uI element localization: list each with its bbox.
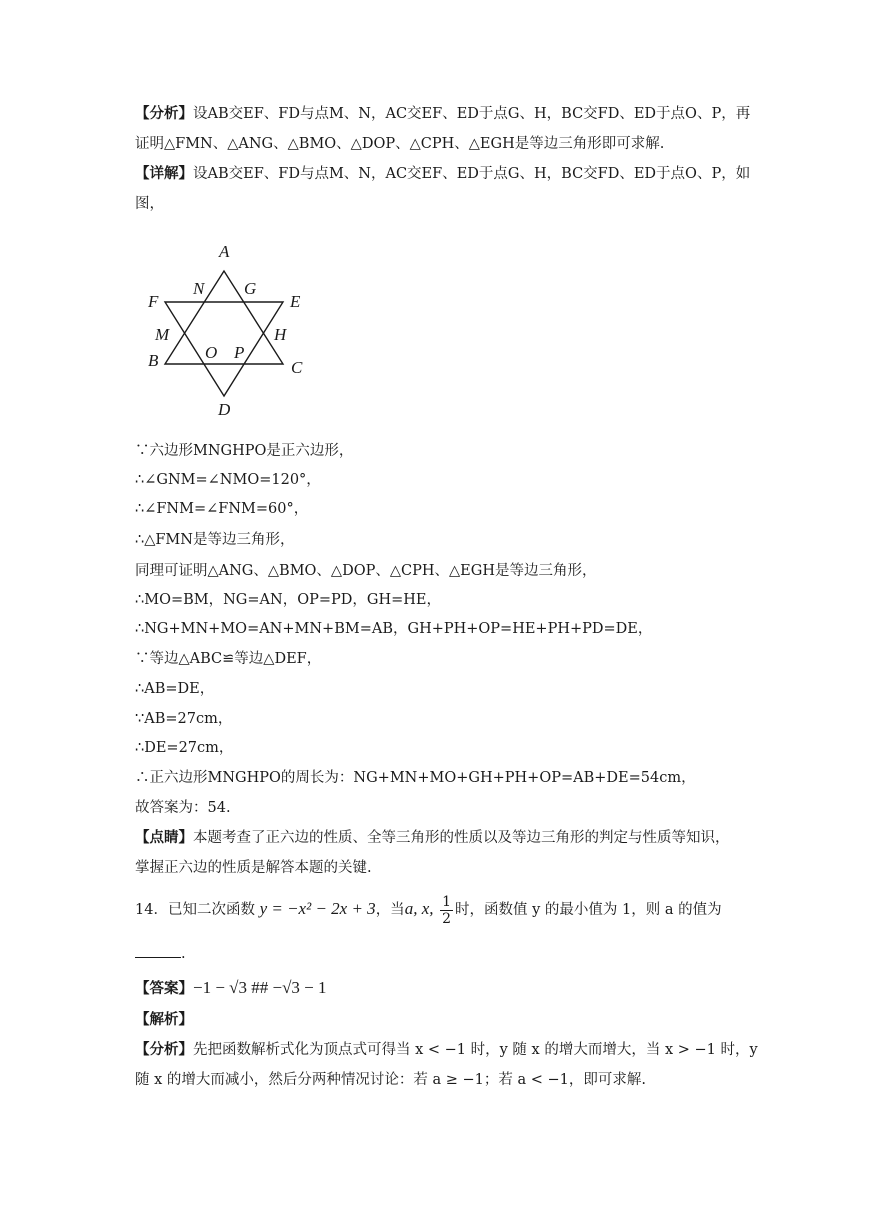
proof-line: ∵AB=27cm， — [135, 711, 233, 727]
label-G: G — [244, 279, 257, 298]
label-O: O — [205, 343, 218, 362]
detail-tag: 【详解】 — [135, 165, 193, 182]
comment-line-1 — [135, 828, 735, 848]
q14-function: y = −x² − 2x + 3 — [259, 899, 376, 918]
detail-line-1 — [135, 164, 751, 184]
analysis2-line-1 — [135, 1040, 758, 1060]
proof-line: ∴∠FNM=∠FNM=60°， — [135, 501, 309, 517]
comment-line-2: 掌握正六边的性质是解答本题的关键. — [135, 860, 372, 876]
proof-line: ∴DE=27cm， — [135, 740, 234, 756]
proof-line: 同理可证明△ANG、△BMO、△DOP、△CPH、△EGH是等边三角形， — [135, 563, 597, 579]
frac-numerator: 1 — [442, 893, 452, 910]
q14-when: ，当 — [375, 902, 405, 918]
label-F: F — [148, 292, 159, 311]
label-H: H — [274, 325, 287, 344]
proof-line: ∴正六边形MNGHPO的周长为：NG+MN+MO+GH+PH+OP=AB+DE=54cm， — [135, 770, 696, 786]
answer-line — [135, 978, 327, 999]
triangle-abc — [165, 271, 283, 364]
hexagram-figure — [140, 238, 320, 423]
proof-line: ∴MO=BM，NG=AN，OP=PD，GH=HE， — [135, 592, 441, 608]
proof-line: ∴△FMN是等边三角形， — [135, 532, 295, 548]
solution-tag: 【解析】 — [135, 1011, 193, 1028]
comment-tag: 【点睛】 — [135, 829, 193, 846]
question-14 — [135, 892, 722, 927]
analysis2-tag: 【分析】 — [135, 1041, 193, 1058]
analysis2-text-1: 先把函数解析式化为顶点式可得当 x < −1 时，y 随 x 的增大而增大，当 x > −1 时，y — [193, 1042, 758, 1058]
q14-end: . — [181, 946, 186, 962]
label-M: M — [155, 325, 170, 344]
proof-line: ∵六边形MNGHPO是正六边形， — [135, 443, 354, 459]
analysis-line-2: 证明△FMN、△ANG、△BMO、△DOP、△CPH、△EGH是等边三角形即可求解. — [135, 136, 665, 152]
proof-line: 故答案为：54. — [135, 800, 231, 816]
proof-line: ∴∠GNM=∠NMO=120°， — [135, 472, 321, 488]
label-B: B — [148, 351, 159, 370]
proof-line: ∴NG+MN+MO=AN+MN+BM=AB，GH+PH+OP=HE+PH+PD=DE， — [135, 621, 653, 637]
triangle-def — [165, 302, 283, 396]
detail-line-2: 图， — [135, 196, 164, 212]
detail-text-1: 设AB交EF、FD与点M、N，AC交EF、ED于点G、H，BC交FD、ED于点O、P，如 — [193, 166, 751, 182]
comment-text-1: 本题考查了正六边的性质、全等三角形的性质以及等边三角形的判定与性质等知识， — [193, 830, 730, 846]
answer-blank — [135, 957, 181, 958]
proof-line: ∵等边△ABC≌等边△DEF， — [135, 651, 322, 667]
analysis-text-1: 设AB交EF、FD与点M、N，AC交EF、ED于点G、H，BC交FD、ED于点O、P，再 — [193, 106, 751, 122]
q14-after: 时，函数值 y 的最小值为 1，则 a 的值为 — [455, 902, 722, 918]
label-E: E — [290, 292, 301, 311]
label-N: N — [193, 279, 205, 298]
label-P: P — [234, 343, 245, 362]
answer-value: −1 − √3 ## −√3 − 1 — [193, 978, 327, 997]
q14-fraction — [440, 894, 453, 927]
label-C: C — [291, 358, 303, 377]
label-D: D — [218, 400, 231, 419]
answer-tag: 【答案】 — [135, 980, 193, 997]
analysis-line-1 — [135, 104, 751, 124]
label-A: A — [219, 242, 230, 261]
q14-range: a, x, — [404, 899, 434, 918]
proof-line: ∴AB=DE， — [135, 681, 215, 697]
frac-denominator: 2 — [442, 910, 452, 927]
q14-prefix: 14．已知二次函数 — [135, 902, 255, 918]
analysis-tag: 【分析】 — [135, 105, 193, 122]
analysis2-line-2: 随 x 的增大而减小，然后分两种情况讨论：若 a ≥ −1；若 a < −1，即可求解. — [135, 1072, 646, 1088]
q14-blank-line — [135, 944, 186, 964]
